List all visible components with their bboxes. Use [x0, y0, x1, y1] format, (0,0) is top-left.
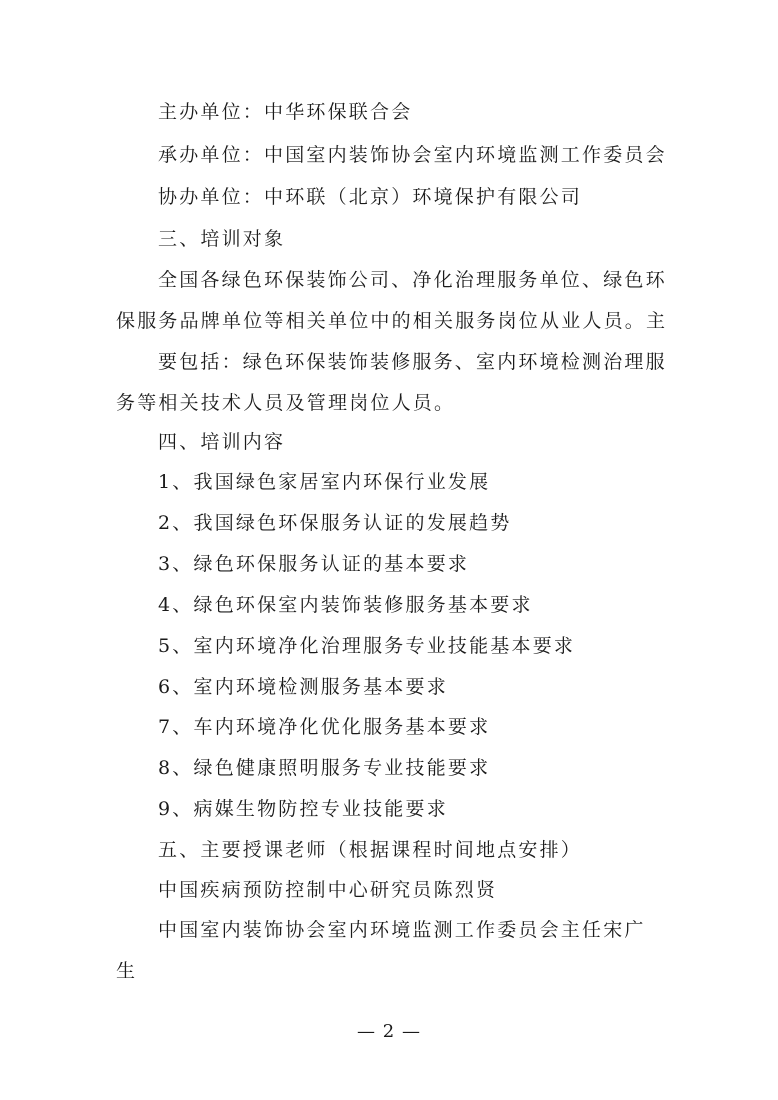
- teacher-2-line2: 生: [116, 960, 138, 982]
- section3-line2: 保服务品牌单位等相关单位中的相关服务岗位从业人员。主: [116, 310, 668, 332]
- teacher-2-line1: 中国室内装饰协会室内环境监测工作委员会主任宋广: [158, 919, 646, 941]
- content-item-7: 7、车内环境净化优化服务基本要求: [158, 716, 491, 738]
- content-item-9: 9、病媒生物防控专业技能要求: [158, 798, 448, 820]
- content-item-3: 3、绿色环保服务认证的基本要求: [158, 553, 470, 575]
- content-item-1: 1、我国绿色家居室内环保行业发展: [158, 471, 491, 493]
- section3-line1: 全国各绿色环保装饰公司、净化治理服务单位、绿色环: [158, 269, 667, 291]
- content-item-5: 5、室内环境净化治理服务专业技能基本要求: [158, 635, 576, 657]
- content-item-8: 8、绿色健康照明服务专业技能要求: [158, 757, 491, 779]
- host-unit: 主办单位：中华环保联合会: [158, 101, 413, 123]
- teacher-1: 中国疾病预防控制中心研究员陈烈贤: [158, 879, 498, 901]
- section5-heading: 五、主要授课老师（根据课程时间地点安排）: [158, 839, 583, 861]
- content-item-4: 4、绿色环保室内装饰装修服务基本要求: [158, 594, 533, 616]
- section3-line4: 务等相关技术人员及管理岗位人员。: [116, 392, 456, 414]
- content-item-2: 2、我国绿色环保服务认证的发展趋势: [158, 512, 512, 534]
- section3-line3: 要包括：绿色环保装饰装修服务、室内环境检测治理服: [158, 351, 667, 373]
- section3-heading: 三、培训对象: [158, 228, 286, 250]
- section4-heading: 四、培训内容: [158, 431, 286, 453]
- co-organizer-unit: 协办单位：中环联（北京）环境保护有限公司: [158, 186, 583, 208]
- page-number: — 2 —: [357, 1021, 421, 1042]
- organizer-unit: 承办单位：中国室内装饰协会室内环境监测工作委员会: [158, 144, 667, 166]
- content-item-6: 6、室内环境检测服务基本要求: [158, 676, 448, 698]
